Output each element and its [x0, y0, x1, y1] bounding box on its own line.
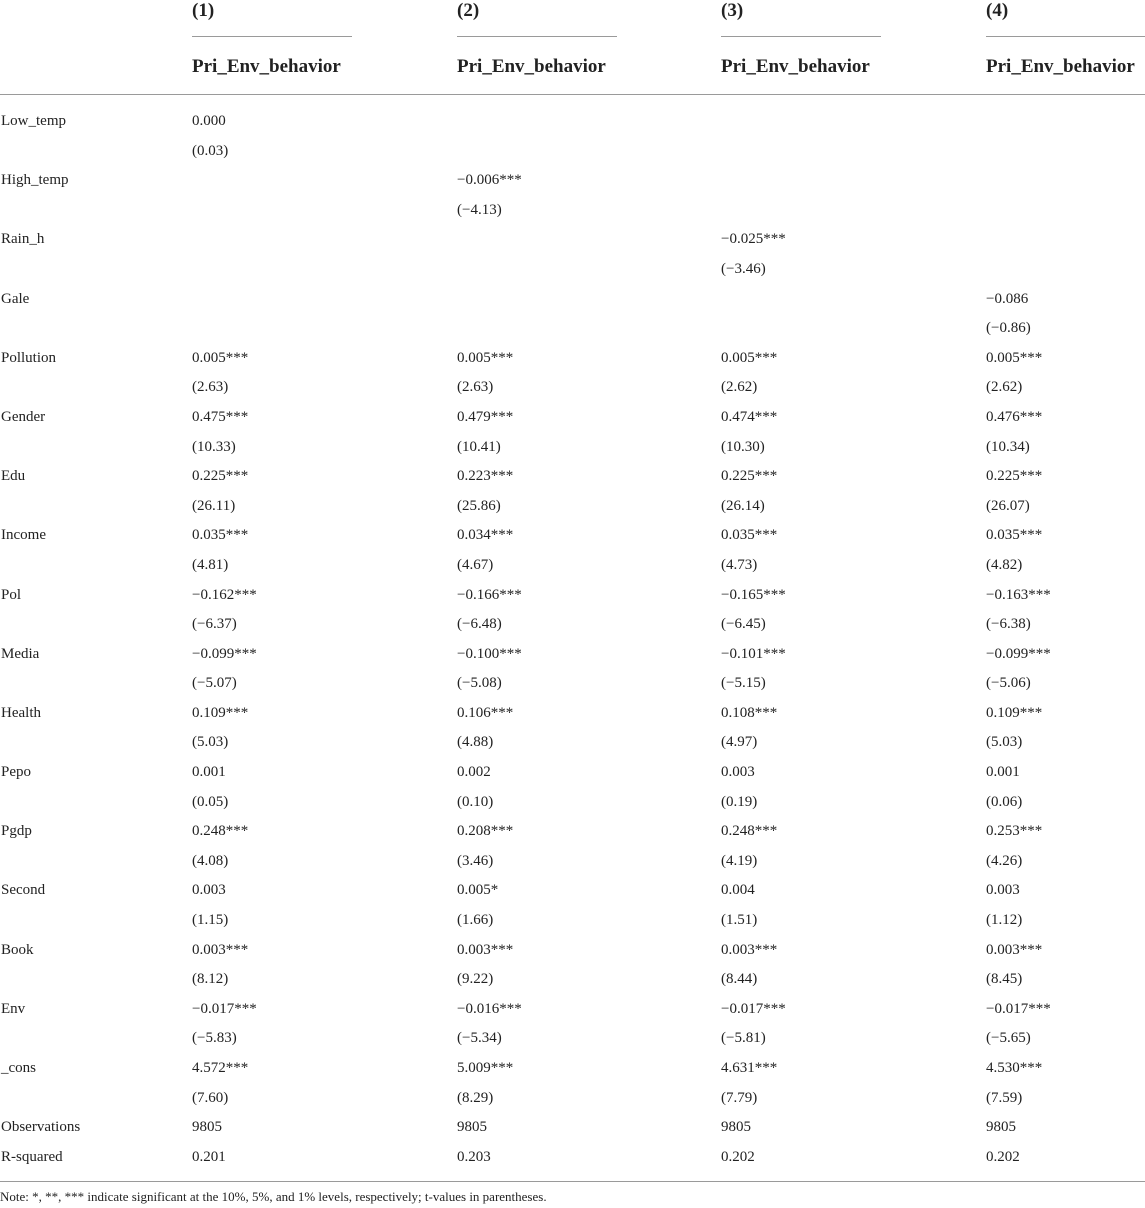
table-cell-col-1: 0.201 — [192, 1148, 226, 1165]
table-cell-col-1: 0.005*** — [192, 349, 249, 366]
table-note: Note: *, **, *** indicate significant at the 10%, 5%, and 1% levels, respectively; t-values in parentheses. — [0, 1189, 547, 1204]
table-cell-col-1: −0.162*** — [192, 586, 257, 603]
column-number-1: (1) — [192, 0, 215, 21]
table-cell-col-1: (0.03) — [192, 142, 229, 159]
table-cell-col-4: 0.003*** — [986, 941, 1043, 958]
table-row — [0, 1026, 1145, 1056]
table-cell-col-2: 0.223*** — [457, 468, 514, 485]
table-cell-col-4: (4.82) — [986, 556, 1023, 573]
row-label: Second — [1, 882, 46, 899]
row-label: Low_temp — [1, 113, 66, 129]
table-cell-col-3: (−6.45) — [721, 616, 766, 633]
column-dependent-var-1: Pri_Env_behavior — [192, 56, 341, 77]
table-cell-col-4: −0.099*** — [986, 645, 1051, 662]
table-row — [0, 1086, 1145, 1116]
regression-table-body — [0, 109, 1145, 1174]
table-row — [0, 671, 1145, 701]
table-cell-col-3: 0.003*** — [721, 941, 778, 958]
table-cell-col-2: 0.208*** — [457, 823, 514, 840]
table-cell-col-2: (2.63) — [457, 379, 494, 396]
table-cell-col-4: 0.202 — [986, 1148, 1020, 1165]
table-cell-col-3: 0.202 — [721, 1148, 755, 1165]
table-row — [0, 849, 1145, 879]
row-label: Media — [1, 645, 40, 662]
table-row — [0, 464, 1145, 494]
row-label: Health — [1, 704, 41, 721]
table-cell-col-4: (1.12) — [986, 912, 1023, 929]
table-cell-col-3: (4.73) — [721, 556, 758, 573]
table-cell-col-2: 0.479*** — [457, 408, 514, 425]
table-cell-col-1: (7.60) — [192, 1089, 229, 1106]
table-cell-col-2: (−4.13) — [457, 201, 502, 218]
row-label: High_temp — [1, 172, 69, 189]
table-cell-col-3: 0.248*** — [721, 823, 778, 840]
table-cell-col-3: (−3.46) — [721, 260, 766, 277]
column-number-3: (3) — [721, 0, 744, 21]
table-row — [0, 553, 1145, 583]
table-cell-col-3: (4.97) — [721, 734, 758, 751]
bottom-rule — [0, 1181, 1145, 1182]
table-cell-col-4: 0.001 — [986, 764, 1020, 781]
table-cell-col-2: 0.005*** — [457, 349, 514, 366]
table-cell-col-2: (1.66) — [457, 912, 494, 929]
table-cell-col-4: (−5.06) — [986, 675, 1031, 692]
column-2-underline — [457, 36, 617, 37]
table-cell-col-4: (5.03) — [986, 734, 1023, 751]
table-cell-col-4: 4.530*** — [986, 1060, 1043, 1076]
table-row — [0, 346, 1145, 376]
table-row — [0, 730, 1145, 760]
table-cell-col-3: (7.79) — [721, 1089, 758, 1106]
table-cell-col-2: (−5.34) — [457, 1030, 502, 1047]
table-cell-col-4: (7.59) — [986, 1089, 1023, 1106]
table-cell-col-3: (26.14) — [721, 497, 765, 514]
table-cell-col-4: −0.017*** — [986, 1000, 1051, 1017]
table-row — [0, 1145, 1145, 1175]
column-dependent-var-2: Pri_Env_behavior — [457, 56, 606, 77]
table-row — [0, 494, 1145, 524]
table-row — [0, 967, 1145, 997]
table-cell-col-2: (3.46) — [457, 852, 494, 869]
table-cell-col-3: −0.101*** — [721, 645, 786, 662]
table-cell-col-4: (−5.65) — [986, 1030, 1031, 1047]
table-cell-col-3: −0.165*** — [721, 586, 786, 603]
table-row — [0, 109, 1145, 139]
table-row — [0, 878, 1145, 908]
table-cell-col-1: 9805 — [192, 1119, 222, 1136]
row-label: Gale — [1, 290, 30, 307]
table-cell-col-2: −0.016*** — [457, 1000, 522, 1017]
table-cell-col-1: 0.035*** — [192, 527, 249, 544]
table-cell-col-2: 0.003*** — [457, 941, 514, 958]
row-label: Pollution — [1, 349, 57, 366]
table-cell-col-3: 0.108*** — [721, 704, 778, 721]
table-cell-col-2: (−6.48) — [457, 616, 502, 633]
table-cell-col-3: (4.19) — [721, 852, 758, 869]
table-cell-col-2: −0.006*** — [457, 172, 522, 189]
table-cell-col-2: (25.86) — [457, 497, 501, 514]
table-row — [0, 139, 1145, 169]
table-cell-col-1: −0.099*** — [192, 645, 257, 662]
table-cell-col-3: −0.025*** — [721, 231, 786, 248]
table-row — [0, 375, 1145, 405]
table-cell-col-2: 0.034*** — [457, 527, 514, 544]
table-cell-col-2: (9.22) — [457, 971, 494, 988]
table-cell-col-1: (1.15) — [192, 912, 229, 929]
table-cell-col-3: −0.017*** — [721, 1000, 786, 1017]
table-cell-col-3: (−5.81) — [721, 1030, 766, 1047]
table-cell-col-4: 0.003 — [986, 882, 1020, 899]
table-cell-col-1: (26.11) — [192, 497, 236, 514]
table-cell-col-2: 0.005* — [457, 882, 499, 899]
table-row — [0, 227, 1145, 257]
table-cell-col-3: 0.035*** — [721, 527, 778, 544]
table-cell-col-2: 0.203 — [457, 1148, 491, 1165]
table-cell-col-4: 0.476*** — [986, 408, 1043, 425]
table-row — [0, 642, 1145, 672]
column-3-underline — [721, 36, 881, 37]
table-cell-col-2: −0.166*** — [457, 586, 522, 603]
table-row — [0, 168, 1145, 198]
table-cell-col-2: (4.67) — [457, 556, 494, 573]
table-row — [0, 790, 1145, 820]
row-label: Edu — [1, 468, 26, 485]
table-cell-col-3: 0.004 — [721, 882, 755, 899]
table-cell-col-2: (8.29) — [457, 1089, 494, 1106]
table-cell-col-3: (10.30) — [721, 438, 765, 455]
column-number-4: (4) — [986, 0, 1009, 21]
table-cell-col-4: −0.086 — [986, 290, 1029, 307]
table-cell-col-1: (−5.07) — [192, 675, 237, 692]
table-row — [0, 612, 1145, 642]
table-cell-col-2: (0.10) — [457, 793, 494, 810]
table-row — [0, 819, 1145, 849]
table-cell-col-1: 0.003 — [192, 882, 226, 899]
table-cell-col-4: (2.62) — [986, 379, 1023, 396]
header-rule — [0, 94, 1145, 95]
table-cell-col-1: 4.572*** — [192, 1060, 249, 1076]
table-cell-col-1: 0.225*** — [192, 468, 249, 485]
table-cell-col-3: 9805 — [721, 1119, 751, 1136]
table-cell-col-4: 0.225*** — [986, 468, 1043, 485]
table-cell-col-1: (8.12) — [192, 971, 229, 988]
row-label: Income — [1, 527, 46, 544]
table-cell-col-4: 0.005*** — [986, 349, 1043, 366]
table-cell-col-3: 0.225*** — [721, 468, 778, 485]
table-cell-col-3: (0.19) — [721, 793, 758, 810]
table-row — [0, 287, 1145, 317]
table-cell-col-4: (4.26) — [986, 852, 1023, 869]
table-row — [0, 198, 1145, 228]
table-cell-col-1: (4.81) — [192, 556, 229, 573]
table-cell-col-2: −0.100*** — [457, 645, 522, 662]
table-row — [0, 938, 1145, 968]
table-row — [0, 583, 1145, 613]
table-row — [0, 701, 1145, 731]
table-cell-col-4: −0.163*** — [986, 586, 1051, 603]
table-cell-col-1: 0.003*** — [192, 941, 249, 958]
table-cell-col-4: (−0.86) — [986, 320, 1031, 337]
table-cell-col-2: (−5.08) — [457, 675, 502, 692]
row-label: Book — [1, 941, 34, 958]
column-4-underline — [986, 36, 1145, 37]
table-cell-col-3: (1.51) — [721, 912, 758, 929]
table-row — [0, 997, 1145, 1027]
table-cell-col-2: 0.106*** — [457, 704, 514, 721]
table-row — [0, 760, 1145, 790]
table-cell-col-4: 9805 — [986, 1119, 1016, 1136]
column-1-underline — [192, 36, 352, 37]
table-cell-col-4: (8.45) — [986, 971, 1023, 988]
table-row — [0, 405, 1145, 435]
table-cell-col-3: 0.005*** — [721, 349, 778, 366]
table-cell-col-2: (10.41) — [457, 438, 501, 455]
table-cell-col-4: (10.34) — [986, 438, 1030, 455]
row-label: Env — [1, 1000, 26, 1017]
column-dependent-var-4: Pri_Env_behavior — [986, 56, 1135, 77]
table-cell-col-1: 0.248*** — [192, 823, 249, 840]
table-cell-col-3: 0.003 — [721, 764, 755, 781]
table-row — [0, 316, 1145, 346]
table-cell-col-1: (5.03) — [192, 734, 229, 751]
table-cell-col-2: 9805 — [457, 1119, 487, 1136]
table-cell-col-3: (2.62) — [721, 379, 758, 396]
row-label: Pgdp — [1, 823, 32, 840]
table-cell-col-4: 0.253*** — [986, 823, 1043, 840]
table-cell-col-2: (4.88) — [457, 734, 494, 751]
table-cell-col-3: (8.44) — [721, 971, 758, 988]
table-cell-col-1: 0.001 — [192, 764, 226, 781]
table-cell-col-1: 0.000 — [192, 113, 226, 129]
table-cell-col-1: (−6.37) — [192, 616, 237, 633]
table-row — [0, 435, 1145, 465]
row-label: R-squared — [1, 1148, 63, 1165]
table-cell-col-1: (−5.83) — [192, 1030, 237, 1047]
table-row — [0, 257, 1145, 287]
column-dependent-var-3: Pri_Env_behavior — [721, 56, 870, 77]
table-cell-col-1: 0.475*** — [192, 408, 249, 425]
row-label: Rain_h — [1, 231, 45, 248]
table-cell-col-2: 5.009*** — [457, 1060, 514, 1076]
table-cell-col-3: (−5.15) — [721, 675, 766, 692]
table-cell-col-3: 0.474*** — [721, 408, 778, 425]
table-cell-col-1: (10.33) — [192, 438, 236, 455]
row-label: Pol — [1, 586, 22, 603]
table-row — [0, 908, 1145, 938]
table-row — [0, 523, 1145, 553]
table-cell-col-4: 0.109*** — [986, 704, 1043, 721]
table-cell-col-4: 0.035*** — [986, 527, 1043, 544]
table-row — [0, 1056, 1145, 1086]
row-label: Pepo — [1, 764, 31, 781]
table-cell-col-1: (0.05) — [192, 793, 229, 810]
table-cell-col-2: 0.002 — [457, 764, 491, 781]
table-cell-col-4: (−6.38) — [986, 616, 1031, 633]
table-cell-col-1: 0.109*** — [192, 704, 249, 721]
table-cell-col-1: −0.017*** — [192, 1000, 257, 1017]
table-cell-col-1: (2.63) — [192, 379, 229, 396]
table-cell-col-4: (26.07) — [986, 497, 1030, 514]
column-number-2: (2) — [457, 0, 480, 21]
table-cell-col-3: 4.631*** — [721, 1060, 778, 1076]
row-label: Observations — [1, 1119, 81, 1136]
table-cell-col-1: (4.08) — [192, 852, 229, 869]
table-row — [0, 1115, 1145, 1145]
row-label: _cons — [1, 1060, 36, 1076]
row-label: Gender — [1, 408, 46, 425]
table-cell-col-4: (0.06) — [986, 793, 1023, 810]
